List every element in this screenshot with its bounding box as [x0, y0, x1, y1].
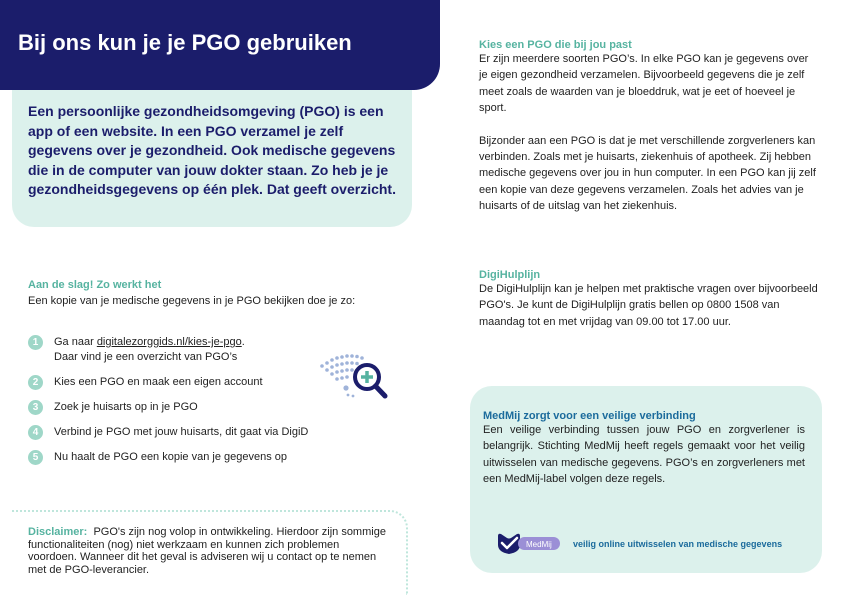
step-number-badge: 4: [28, 425, 43, 440]
disclaimer-body: PGO's zijn nog volop in ontwikkeling. Hierdoor zijn sommige functionaliteiten (nog) niet werkzaam en kunnen zich problemen voordoen. Wanneer dit het geval is adviseren wij u contact op te nemen met de PGO-leverancier.: [28, 526, 386, 576]
step-text: Kies een PGO en maak een eigen account: [54, 376, 263, 388]
step-text: Zoek je huisarts op in je PGO: [54, 401, 198, 413]
steps-list: [28, 335, 358, 465]
how-it-works-lead: Een kopie van je medische gegevens in je PGO bekijken doe je zo:: [28, 295, 356, 307]
step-item: [28, 450, 358, 465]
how-it-works-heading: Aan de slag! Zo werkt het: [28, 279, 162, 291]
step-number-badge: 2: [28, 375, 43, 390]
intro-text: Een persoonlijke gezondheidsomgeving (PGO) is een app of een website. In een PGO verzamel je zelf gegevens over je gezondheid. Ook medische gegevens die in de computer van jouw dokter staan. Zo heb je je gezondheidsgegevens op één plek. Dat geeft overzicht.: [28, 103, 396, 197]
page-title: Bij ons kun je je PGO gebruiken: [18, 30, 352, 55]
intro-box: [12, 90, 412, 227]
kies-je-pgo-link[interactable]: digitalezorggids.nl/kies-je-pgo: [96, 336, 242, 348]
step-item: [28, 425, 358, 440]
medmij-tagline: veilig online uitwisselen van medische gegevens: [573, 539, 783, 549]
step-item: [28, 400, 358, 415]
step-item: [28, 375, 358, 390]
choose-pgo-heading: Kies een PGO die bij jou past: [479, 39, 632, 51]
disclaimer-text: [28, 526, 390, 576]
disclaimer-box: [12, 510, 408, 595]
medmij-heading: MedMij zorgt voor een veilige verbinding: [483, 410, 696, 422]
digihulplijn-text: De DigiHulplijn kan je helpen met praktische vragen over bijvoorbeeld PGO's. Je kunt de DigiHulplijn gratis bellen op 0800 1508 van maandag tot en met vrijdag van 09.00 tot 17.00 uur.: [479, 283, 818, 328]
medmij-logo-text: MedMij: [526, 540, 552, 549]
choose-pgo-paragraph: Bijzonder aan een PGO is dat je met verschillende zorgverleners kan verbinden. Zoals met je huisarts, ziekenhuis of apotheek. Zij hebben medische gegevens over jou in hun computer. In een PGO kan jij zelf een kopie van deze gegevens verzamelen. Zoals het advies van je huisarts of de uitslag van het ziekenhuis.: [479, 134, 816, 213]
digihulplijn-heading: DigiHulplijn: [479, 269, 541, 281]
step-number-badge: 1: [28, 335, 43, 350]
medmij-content: [483, 410, 805, 488]
choose-pgo-paragraph: Er zijn meerdere soorten PGO’s. In elke PGO kan je gegevens over je eigen gezondheid verzamelen. Bijvoorbeeld gegevens die je zelf meet zoals de waarden van je bloeddruk, wat je eet of hoeveel je sport.: [479, 53, 809, 115]
choose-pgo-section: [479, 39, 819, 215]
digihulplijn-section: [479, 269, 819, 330]
step-item: [28, 335, 358, 365]
step-text: Nu haalt de PGO een kopie van je gegevens op: [54, 451, 287, 463]
step-number-badge: 3: [28, 400, 43, 415]
title-banner: [0, 0, 440, 90]
disclaimer-label: Disclaimer:: [28, 526, 88, 538]
step-text: .: [241, 336, 245, 348]
step-text: Daar vind je een overzicht van PGO’s: [54, 351, 238, 363]
wifi-search-plus-icon: [318, 350, 390, 402]
step-text: Verbind je PGO met jouw huisarts, dit gaat via DigiD: [54, 426, 309, 438]
medmij-text: Een veilige verbinding tussen jouw PGO en zorgverlener is belangrijk. Stichting MedMij heeft regels gemaakt voor het veilig uitwisselen van medische gegevens. PGO’s en zorgverleners met een MedMij-label volgen deze regels.: [483, 424, 805, 486]
step-text: Ga naar: [54, 336, 97, 348]
medmij-logo: [494, 531, 562, 555]
medmij-box: [470, 386, 822, 573]
step-number-badge: 5: [28, 450, 43, 465]
how-it-works-section: [28, 279, 428, 309]
